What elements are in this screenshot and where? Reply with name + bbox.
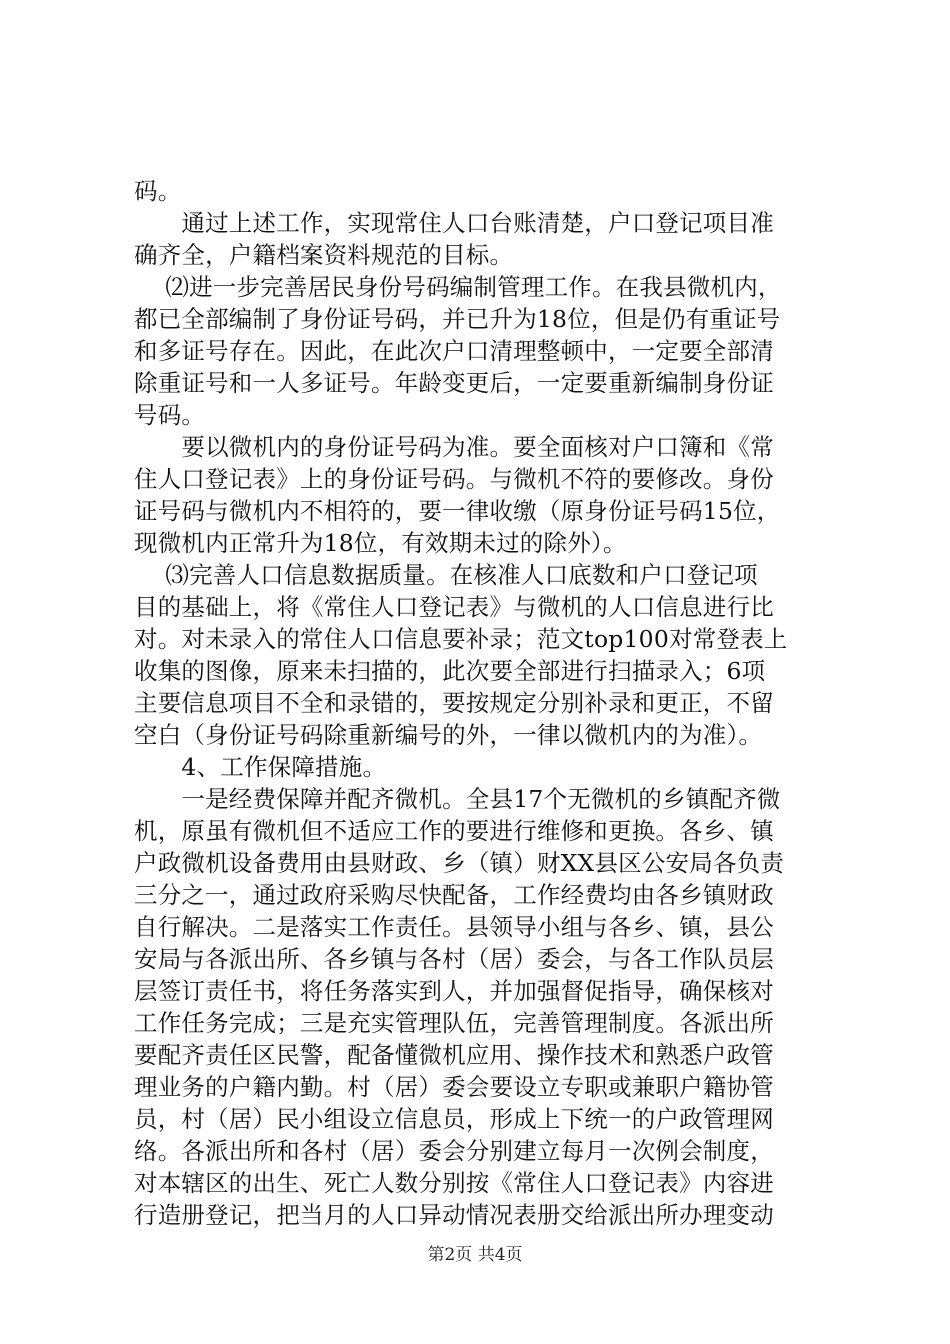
- body-text-line: ⑶完善人口信息数据质量。在核准人口底数和户口登记项: [134, 561, 758, 589]
- body-text-line: ⑵进一步完善居民身份号码编制管理工作。在我县微机内，: [134, 273, 782, 301]
- body-text-line: 员，村（居）民小组设立信息员，形成上下统一的户政管理网: [134, 1105, 774, 1133]
- body-text-line: 号码。: [134, 401, 206, 429]
- body-text-line: 户政微机设备费用由县财政、乡（镇）财XX县区公安局各负责: [134, 849, 785, 877]
- body-text-line: 安局与各派出所、各乡镇与各村（居）委会，与各工作队员层: [134, 945, 774, 973]
- body-text-line: 一是经费保障并配齐微机。全县17个无微机的乡镇配齐微: [134, 785, 781, 813]
- body-text-line: 现微机内正常升为18位，有效期未过的除外）。: [134, 529, 627, 557]
- body-text-line: 工作任务完成；三是充实管理队伍，完善管理制度。各派出所: [134, 1009, 774, 1037]
- body-text-line: 目的基础上，将《常住人口登记表》与微机的人口信息进行比: [134, 593, 774, 621]
- body-text-line: 确齐全，户籍档案资料规范的目标。: [134, 241, 514, 269]
- body-text-line: 住人口登记表》上的身份证号码。与微机不符的要修改。身份: [134, 465, 774, 493]
- body-text-line: 空白（身份证号码除重新编号的外，一律以微机内的为准）。: [134, 721, 763, 749]
- body-text-line: 都已全部编制了身份证号码，并已升为18位，但是仍有重证号: [134, 305, 781, 333]
- page-number-footer: 第2页 共4页: [427, 1245, 523, 1265]
- body-text-line: 除重证号和一人多证号。年龄变更后，一定要重新编制身份证: [134, 369, 774, 397]
- body-text-line: 通过上述工作，实现常住人口台账清楚，户口登记项目准: [134, 209, 774, 237]
- body-text-line: 自行解决。二是落实工作责任。县领导小组与各乡、镇，县公: [134, 913, 774, 941]
- body-text-line: 收集的图像，原来未扫描的，此次要全部进行扫描录入；6项: [134, 657, 766, 685]
- body-text-line: 层签订责任书，将任务落实到人，并加强督促指导，确保核对: [134, 977, 774, 1005]
- body-text-line: 理业务的户籍内勤。村（居）委会要设立专职或兼职户籍协管: [134, 1073, 774, 1101]
- body-text-line: 三分之一，通过政府采购尽快配备，工作经费均由各乡镇财政: [134, 881, 774, 909]
- body-text-line: 机，原虽有微机但不适应工作的要进行维修和更换。各乡、镇: [134, 817, 774, 845]
- body-text-line: 行造册登记，把当月的人口异动情况表册交给派出所办理变动: [134, 1201, 774, 1229]
- body-text-line: 主要信息项目不全和录错的，要按规定分别补录和更正，不留: [134, 689, 774, 717]
- body-text-line: 证号码与微机内不相符的，要一律收缴（原身份证号码15位，: [134, 497, 781, 525]
- section-heading: 4、工作保障措施。: [134, 753, 387, 781]
- body-text-line: 要以微机内的身份证号码为准。要全面核对户口簿和《常: [134, 433, 774, 461]
- body-text-line: 和多证号存在。因此，在此次户口清理整顿中，一定要全部清: [134, 337, 774, 365]
- body-text-line: 对。对未录入的常住人口信息要补录；范文top100对常登表上: [134, 625, 788, 653]
- body-text-line: 对本辖区的出生、死亡人数分别按《常住人口登记表》内容进: [134, 1169, 774, 1197]
- body-text-line: 码。: [134, 177, 182, 205]
- body-text-line: 要配齐责任区民警，配备懂微机应用、操作技术和熟悉户政管: [134, 1041, 774, 1069]
- body-text-line: 络。各派出所和各村（居）委会分别建立每月一次例会制度，: [134, 1137, 774, 1165]
